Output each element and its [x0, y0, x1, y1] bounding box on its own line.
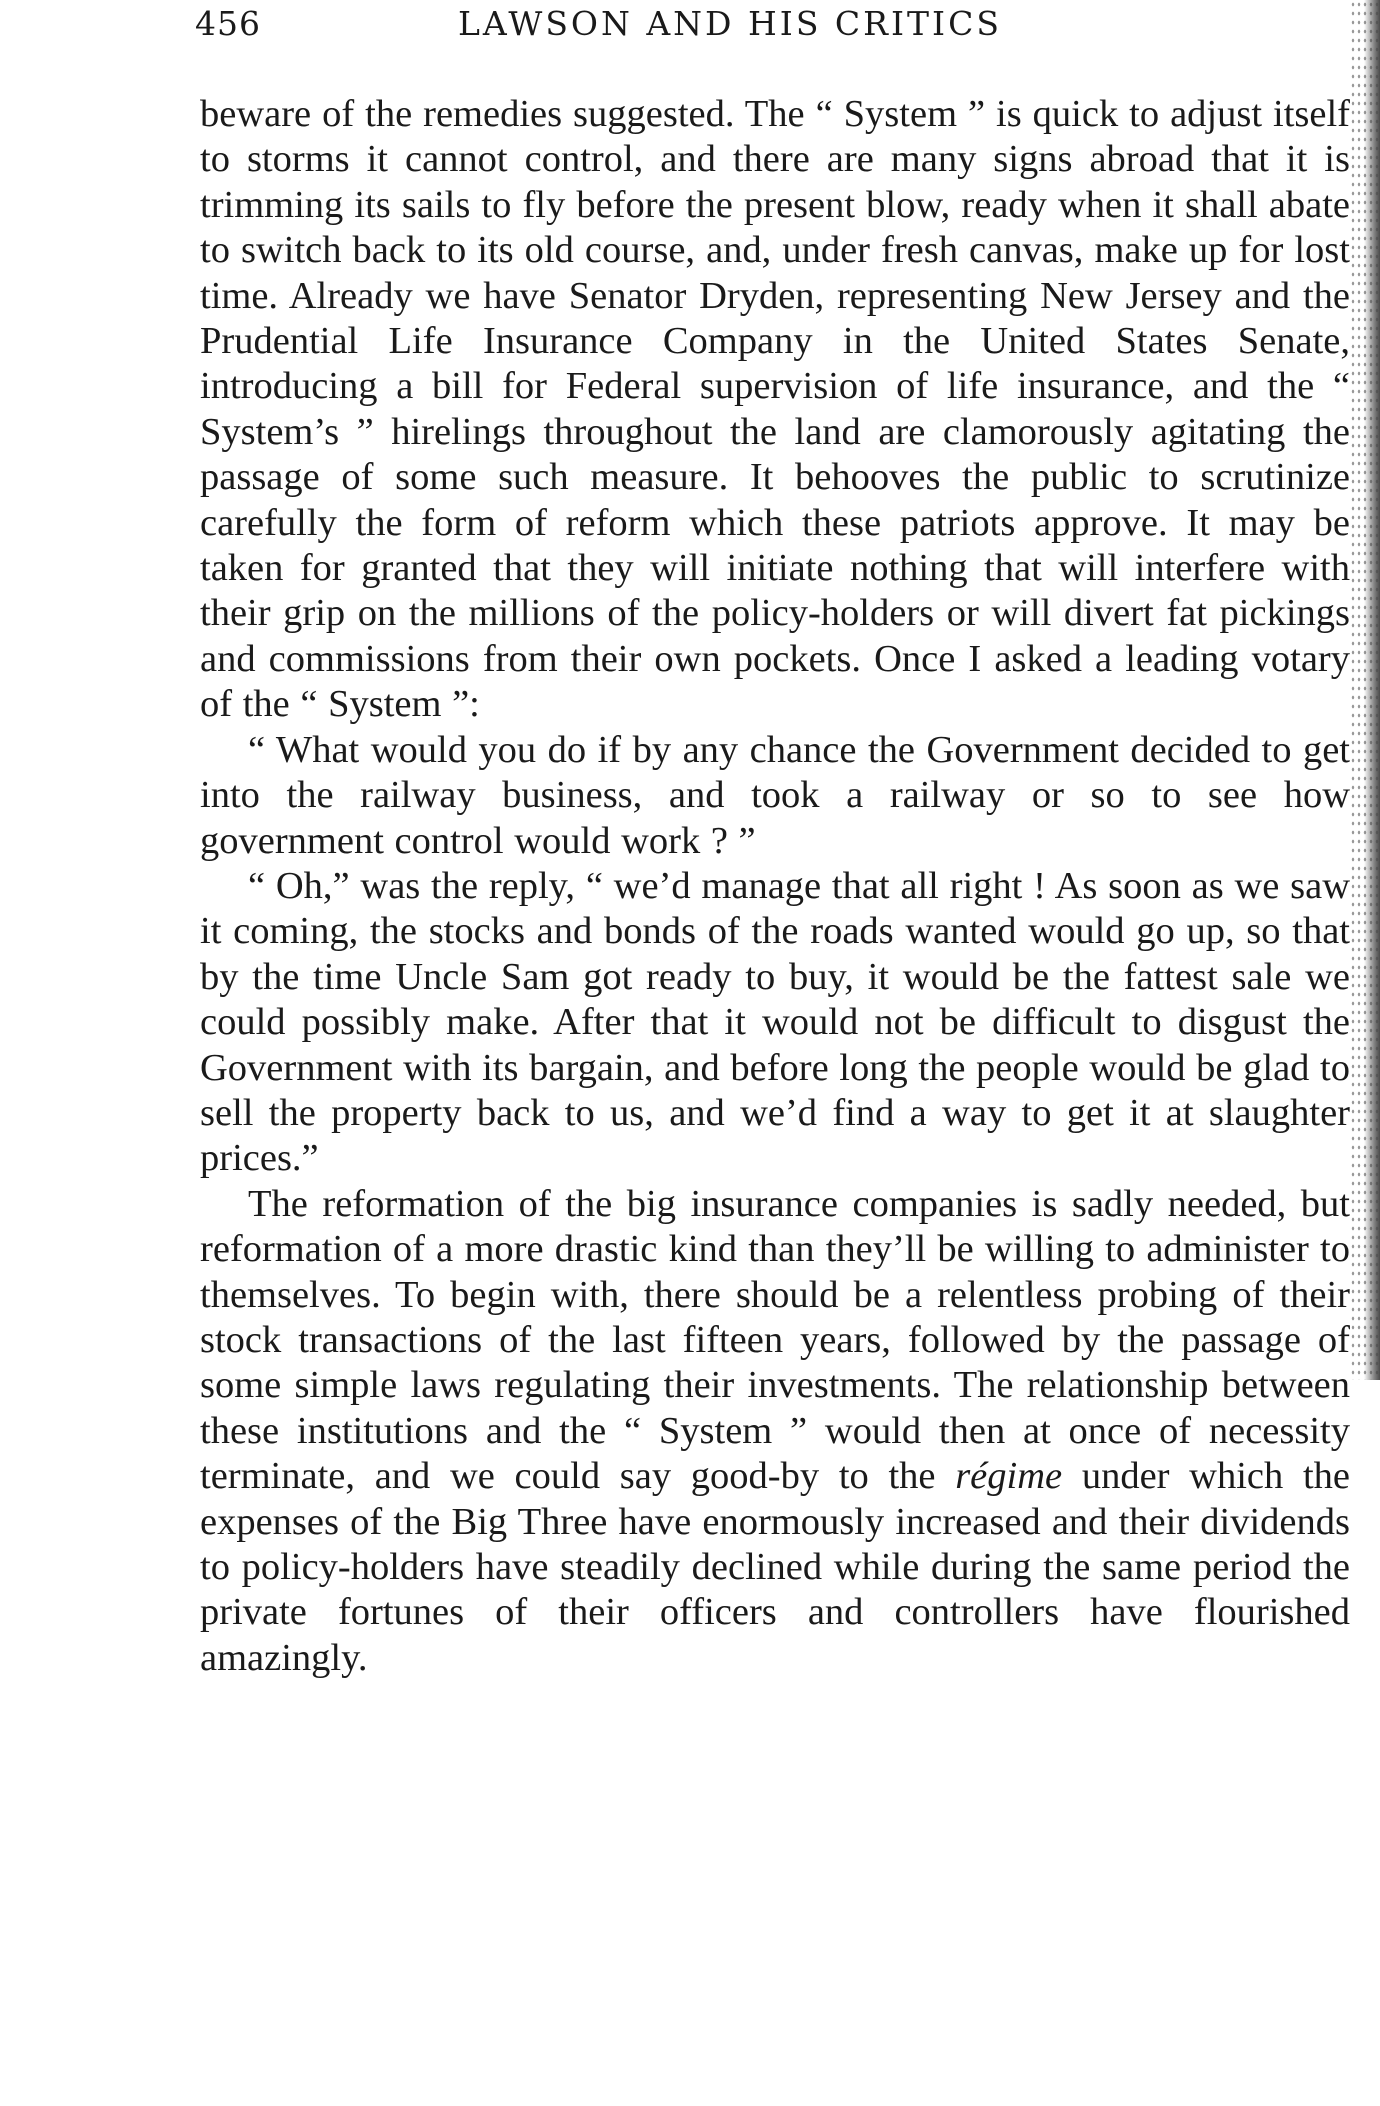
body-text: [200, 92, 1350, 1681]
paragraph-4: [200, 1182, 1350, 1681]
running-title: LAWSON AND HIS CRITICS: [458, 4, 1002, 43]
paragraph-1: beware of the remedies suggested. The “ System ” is quick to adjust itself to storms it cannot control, and there are many signs abroad that it is trimming its sails to fly before the present blow, ready when it shall abate to switch back to its old course, and, under fresh canvas, make up for lost time. Already we have Senator Dryden, representing New Jersey and the Prudential Life Insurance Company in the United States Senate, introducing a bill for Federal supervision of life insurance, and the “ System’s ” hirelings throughout the land are clamorously agitating the passage of some such measure. It behooves the public to scrutinize carefully the form of reform which these patriots approve. It may be taken for granted that they will initiate nothing that will interfere with their grip on the millions of the policy-holders or will divert fat pickings and commissions from their own pockets. Once I asked a leading votary of the “ System ”:: [200, 93, 1350, 726]
paragraph-4-text-b: under which the expenses of the Big Three have enormously increased and their dividends to policy-holders have steadily declined while during the same period the private fortunes of their officers and controllers have flourished amazingly.: [200, 1455, 1350, 1679]
paragraph-4-text-a: The reformation of the big insurance companies is sadly needed, but reformation of a more drastic kind than they’ll be willing to administer to themselves. To begin with, there should be a relentless probing of their stock transactions of the last fifteen years, followed by the passage of some simple laws regulating their investments. The relationship between these institutions and the “ System ” would then at once of necessity terminate, and we could say good-by to the: [200, 1182, 1350, 1498]
paragraph-3: “ Oh,” was the reply, “ we’d manage that all right ! As soon as we saw it coming, the stocks and bonds of the roads wanted would go up, so that by the time Uncle Sam got ready to buy, it would be the fattest sale we could possibly make. After that it would not be difficult to disgust the Government with its bargain, and before long the people would be glad to sell the property back to us, and we’d find a way to get it at slaughter prices.”: [200, 864, 1350, 1180]
running-head: [195, 4, 1355, 44]
page-edge-specks: [1350, 0, 1380, 1380]
italic-word-regime: régime: [955, 1455, 1063, 1498]
page-number: 456: [195, 4, 261, 43]
paragraph-2: “ What would you do if by any chance the Government decided to get into the railway business, and took a railway or so to see how government control would work ? ”: [200, 728, 1350, 862]
